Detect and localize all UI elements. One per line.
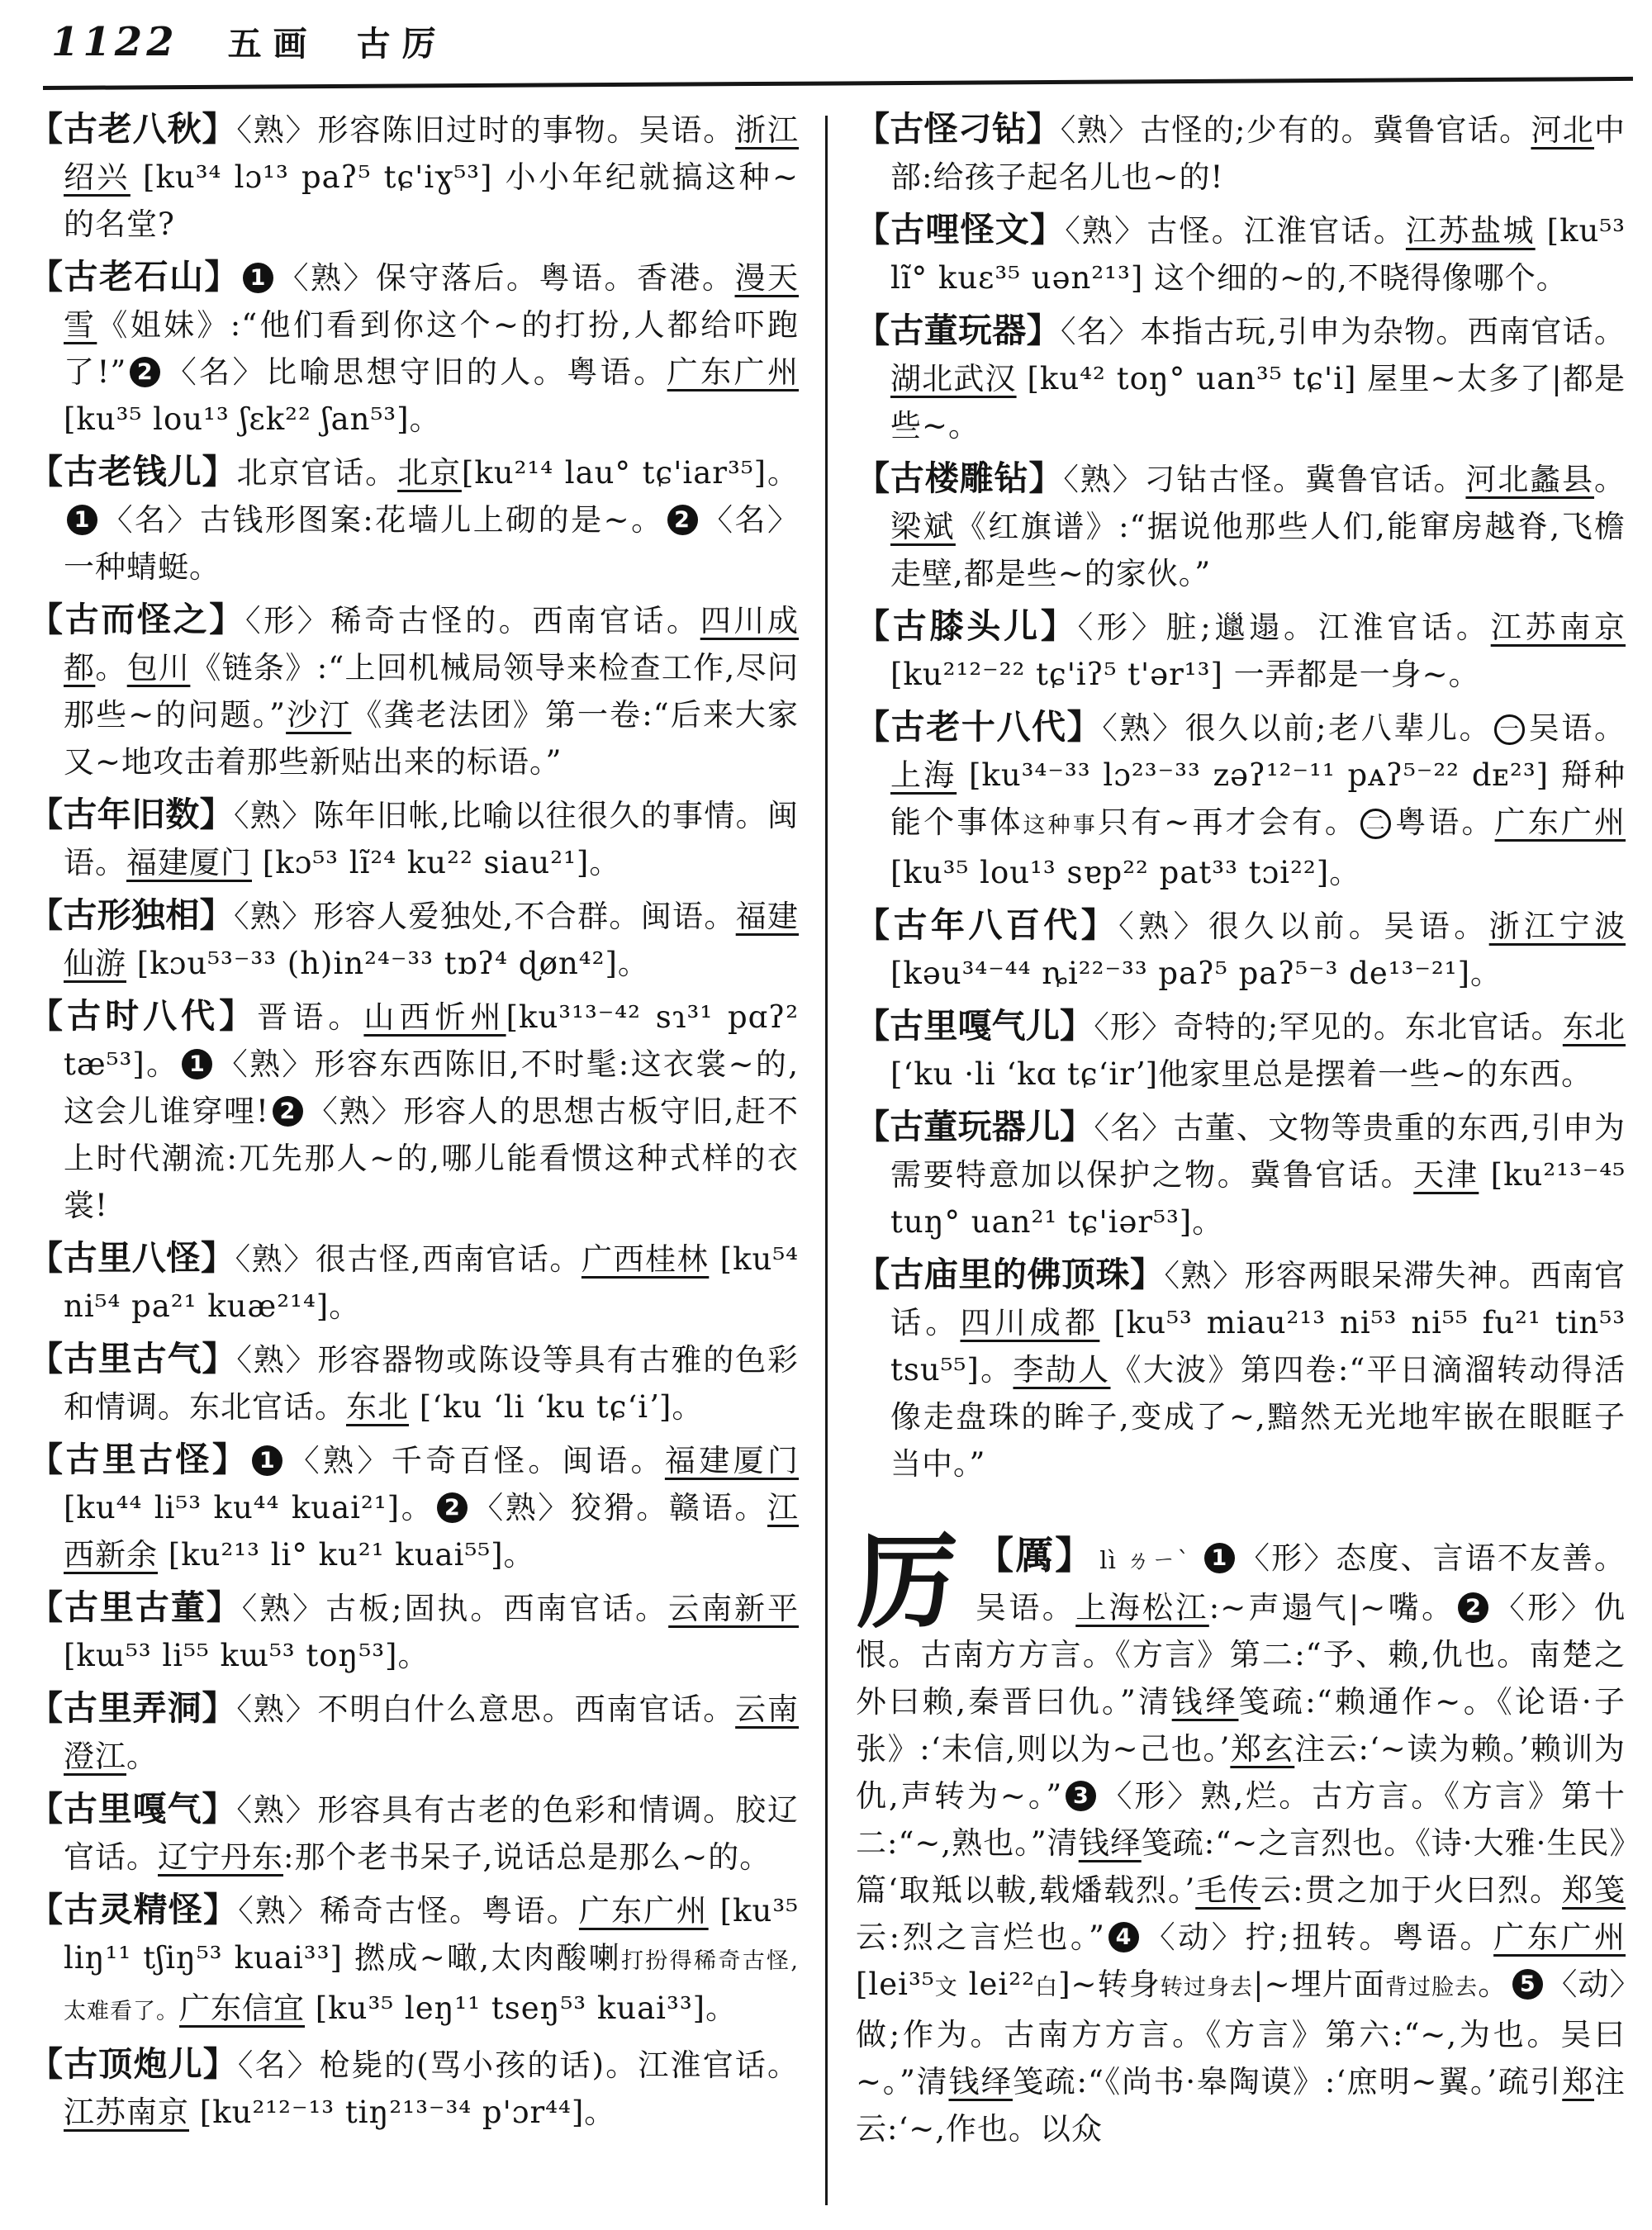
proper-name-underline: 广东广州 — [578, 1893, 709, 1929]
proper-name-underline: 郑笺 — [1562, 1872, 1626, 1908]
dict-entry: 【古里古气】〈熟〉形容器物或陈设等具有古雅的色彩和情调。东北官话。东北 [ʻku ʻli ʻku tɕʻiʼ]。 — [29, 1339, 800, 1425]
section-group — [228, 17, 448, 65]
proper-name-underline: 江西新余 — [64, 1490, 800, 1573]
page-header — [51, 17, 448, 65]
proper-name-underline: 山西忻州 — [363, 999, 506, 1035]
sense-number-badge: 2 — [273, 1096, 303, 1127]
proper-name-underline: 沙汀 — [286, 697, 352, 733]
dict-entry: 【古里嘎气】〈熟〉形容具有古老的色彩和情调。胶辽官话。辽宁丹东:那个老书呆子,说话总是那么~的。 — [29, 1789, 800, 1875]
gloss-small-text: 这种事 — [1023, 813, 1098, 838]
character-entry: 厉 【厲】 lì ㄌㄧˋ 1 〈形〉态度、言语不友善。吴语。上海松江:~声遢气|~嘴。 2 〈形〉仇恨。古南方方言。《方言》第二:“予、赖,仇也。南楚之外曰赖,秦晋曰仇。”清钱绎笺疏:“赖通作~。《论语·子张》:‘未信,则以为~己也。’郑玄注云:‘~读为赖。’赖训为仇,声转为~。” 3 〈形〉熟,烂。古方言。《方言》第十二:“~,熟也。”清钱绎笺疏:“~之言烈也。《诗·大雅·生民》篇‘取羝以軷,载燔载烈。’毛传云:贯之加于火曰烈。郑笺云:烈之言烂也。” 4 〈动〉拧;扭转。粤语。广东广州[lei³⁵文 lei²²白]~转身转过身去|~埋片面背过脸去。 5 〈动〉做;作为。古南方方言。《方言》第六:“~,为也。吴曰~。”清钱绎笺疏:“《尚书·皋陶谟》:‘庶明~翼。’疏引郑注云:‘~,作也。以众 — [856, 1523, 1626, 2147]
sense-number-badge: 2 — [1458, 1592, 1488, 1623]
dict-entry: 【古里古怪】 1 〈熟〉千奇百怪。闽语。福建厦门 [ku⁴⁴ li⁵³ ku⁴⁴ kuai²¹]。 2 〈熟〉狡猾。赣语。江西新余 [ku²¹³ li° ku²¹ kuai⁵⁵]。 — [29, 1440, 800, 1573]
proper-name-underline: 浙江宁波 — [1488, 909, 1626, 944]
proper-name-underline: 钱绎 — [1078, 1825, 1142, 1861]
proper-name-underline: 毛传 — [1195, 1872, 1261, 1908]
sense-number-badge: 2 — [130, 357, 160, 387]
proper-name-underline: 漫天雪 — [64, 260, 799, 343]
dict-entry: 【古老八秋】〈熟〉形容陈旧过时的事物。吴语。浙江绍兴 [ku³⁴ lɔ¹³ paʔ⁵ tɕ'iɣ⁵³] 小小年纪就搞这种~的名堂? — [29, 109, 800, 242]
dict-entry: 【古年旧数】〈熟〉陈年旧帐,比喻以往很久的事情。闽语。福建厦门 [kɔ⁵³ lĩ²⁴ ku²² siau²¹]。 — [29, 795, 799, 880]
proper-name-underline: 四川成都 — [960, 1305, 1100, 1340]
entry-headword: 【古怪刁钻】 — [856, 109, 1061, 149]
header-rule — [43, 77, 1633, 90]
sense-number-badge: 1 — [182, 1049, 212, 1079]
dict-entry: 【古形独相】〈熟〉形容人爱独处,不合群。闽语。福建仙游 [kɔu⁵³⁻³³ (h)in²⁴⁻³³ tɒʔ⁴ ɖøn⁴²]。 — [29, 895, 800, 981]
big-character: 厉 — [856, 1523, 960, 1643]
proper-name-underline: 福建厦门 — [664, 1443, 800, 1478]
entry-headword: 【古庙里的佛顶珠】 — [856, 1255, 1165, 1294]
page-number: 1122 — [51, 19, 178, 65]
column-divider — [825, 116, 828, 2205]
proper-name-underline: 云南澄江 — [64, 1691, 800, 1774]
gloss-small-text: 文 — [934, 1975, 958, 2000]
sense-number-badge: 3 — [1066, 1781, 1096, 1811]
proper-name-underline: 上海 — [890, 757, 957, 793]
entry-headword: 【古年八百代】 — [856, 905, 1119, 945]
entry-headword: 【古里古怪】 — [29, 1440, 249, 1479]
entry-headword: 【古里嘎气】 — [29, 1789, 237, 1829]
entry-headword: 【古里古董】 — [29, 1587, 242, 1627]
proper-name-underline: 四川成都 — [64, 603, 800, 686]
gloss-small-text: 背过脸去 — [1384, 1975, 1479, 2000]
proper-name-underline: 郑 — [1562, 2064, 1595, 2100]
dict-entry: 【古里嘎气儿】〈形〉奇特的;罕见的。东北官话。东北[ʻku ·li ʻkɑ tɕʻirʼ]他家里总是摆着一些~的东西。 — [856, 1006, 1626, 1092]
proper-name-underline: 江苏南京 — [64, 2095, 189, 2130]
proper-name-underline: 郑玄 — [1230, 1731, 1295, 1767]
proper-name-underline: 北京 — [397, 455, 462, 491]
entry-headword: 【古里古气】 — [29, 1339, 237, 1378]
proper-name-underline: 广东广州 — [667, 354, 800, 390]
pronunciation: lì ㄌㄧˋ — [1099, 1546, 1191, 1574]
dict-entry: 【古而怪之】〈形〉稀奇古怪的。西南官话。四川成都。包川《链条》:“上回机械局领导来检查工作,尽问那些~的问题。”沙汀《龚老法团》第一卷:“后来大家又~地攻击着那些新贴出来的标语。” — [29, 600, 800, 780]
dict-entry: 【古楼雕钻】〈熟〉刁钻古怪。冀鲁官话。河北蠡县。梁斌《红旗谱》:“据说他那些人们,能窜房越脊,飞檐走壁,都是些~的家伙。” — [856, 458, 1626, 591]
proper-name-underline: 广东广州 — [1493, 1919, 1626, 1955]
dict-entry: 【古里古董】〈熟〉古板;固执。西南官话。云南新平 [kɯ⁵³ li⁵⁵ kɯ⁵³ toŋ⁵³]。 — [29, 1587, 800, 1673]
sense-number-badge: 1 — [243, 263, 273, 293]
gloss-small-text: 转过身去 — [1160, 1975, 1254, 2000]
proper-name-underline: 包川 — [126, 650, 191, 686]
dict-entry: 【古膝头儿】〈形〉脏;邋遢。江淮官话。江苏南京 [ku²¹²⁻²² tɕ'iʔ⁵ t'ər¹³] 一弄都是一身~。 — [856, 606, 1626, 692]
proper-name-underline: 湖北武汉 — [890, 361, 1017, 396]
dict-entry: 【古董玩器】〈名〉本指古玩,引申为杂物。西南官话。湖北武汉 [ku⁴² toŋ° uan³⁵ tɕ'i] 屋里~太多了|都是些~。 — [856, 311, 1626, 444]
proper-name-underline: 天津 — [1413, 1157, 1479, 1193]
dict-entry: 【古董玩器儿】〈名〉古董、文物等贵重的东西,引申为需要特意加以保护之物。冀鲁官话。天津 [ku²¹³⁻⁴⁵ tuŋ° uan²¹ tɕ'iər⁵³]。 — [856, 1107, 1626, 1240]
proper-name-underline: 上海松江 — [1075, 1590, 1209, 1625]
entry-headword: 【古灵精怪】 — [29, 1890, 239, 1929]
dict-entry: 【古怪刁钻】〈熟〉古怪的;少有的。冀鲁官话。河北中部:给孩子起名儿也~的! — [856, 109, 1626, 195]
gloss-small-text: 白 — [1034, 1975, 1059, 2000]
dict-entry: 【古时八代】晋语。山西忻州[ku³¹³⁻⁴² sɿ³¹ pɑʔ² tæ⁵³]。 1 〈熟〉形容东西陈旧,不时髦:这衣裳~的,这会儿谁穿哩! 2 〈熟〉形容人的思想古板守旧,赶不上时代潮流:兀先那人~的,哪儿能看惯这种式样的衣裳! — [29, 996, 800, 1223]
right-column — [856, 106, 1626, 2158]
entry-headword: 【古老钱儿】 — [29, 452, 237, 491]
proper-name-underline: 钱绎 — [948, 2064, 1013, 2100]
circled-two-badge: 二 — [1360, 809, 1391, 839]
entry-headword: 【古老八秋】 — [29, 109, 237, 149]
character-range-label: 古厉 — [356, 24, 448, 64]
entry-headword: 【古顶炮儿】 — [29, 2044, 238, 2084]
dict-entry: 【古顶炮儿】〈名〉枪毙的(骂小孩的话)。江淮官话。江苏南京 [ku²¹²⁻¹³ tiŋ²¹³⁻³⁴ p'ɔr⁴⁴]。 — [29, 2044, 799, 2130]
entry-headword: 【古老石山】 — [29, 257, 240, 297]
sense-number-badge: 5 — [1512, 1969, 1543, 2000]
entry-headword: 【古董玩器儿】 — [856, 1107, 1094, 1146]
proper-name-underline: 广东广州 — [1494, 804, 1626, 840]
proper-name-underline: 江苏南京 — [1490, 610, 1626, 645]
proper-name-underline: 广西桂林 — [581, 1241, 710, 1277]
proper-name-underline: 福建厦门 — [126, 845, 252, 880]
entry-headword: 【古里八怪】 — [29, 1238, 235, 1278]
dict-entry: 【古里八怪】〈熟〉很古怪,西南官话。广西桂林 [ku⁵⁴ ni⁵⁴ pa²¹ kuæ²¹⁴]。 — [29, 1238, 800, 1324]
entry-headword: 【古哩怪文】 — [856, 210, 1066, 249]
proper-name-underline: 东北 — [346, 1389, 409, 1425]
stroke-section-label: 五画 — [227, 24, 319, 64]
sense-number-badge: 2 — [667, 505, 698, 535]
dict-entry: 【古老石山】 1 〈熟〉保守落后。粤语。香港。漫天雪《姐妹》:“他们看到你这个~的打扮,人都给吓跑了!” 2 〈名〉比喻思想守旧的人。粤语。广东广州 [ku³⁵ lou¹³ ʃɛk²² ʃan⁵³]。 — [29, 257, 800, 437]
proper-name-underline: 浙江绍兴 — [64, 112, 800, 195]
entry-headword: 【古老十八代】 — [856, 707, 1103, 747]
gloss-small-text: 打扮得稀奇古怪,太难看了。 — [64, 1948, 799, 2024]
entry-headword: 【古形独相】 — [29, 895, 234, 935]
dict-entry: 【古里弄洞】〈熟〉不明白什么意思。西南官话。云南澄江。 — [29, 1688, 800, 1774]
dict-entry: 【古哩怪文】〈熟〉古怪。江淮官话。江苏盐城 [ku⁵³ lĩ° kuɛ³⁵ uən²¹³] 这个细的~的,不晓得像哪个。 — [856, 210, 1626, 296]
proper-name-underline: 江苏盐城 — [1405, 213, 1536, 249]
sense-number-badge: 1 — [67, 505, 97, 535]
proper-name-underline: 辽宁丹东 — [158, 1839, 283, 1875]
proper-name-underline: 河北 — [1531, 112, 1595, 148]
dict-entry: 【古老十八代】〈熟〉很久以前;老八辈儿。 一 吴语。上海 [ku³⁴⁻³³ lɔ²³⁻³³ zəʔ¹²⁻¹¹ pᴀʔ⁵⁻²² dᴇ²³] 搿种能个事体这种事只有~再才会有。 二 粤语。广东广州 [ku³⁵ lou¹³ sɐp²² pat³³ tɔi²²]。 — [856, 707, 1626, 890]
sense-number-badge: 4 — [1108, 1922, 1139, 1952]
dict-entry: 【古灵精怪】〈熟〉稀奇古怪。粤语。广东广州 [ku³⁵ liŋ¹¹ tʃiŋ⁵³ kuai³³] 撚成~噉,太肉酸喇打扮得稀奇古怪,太难看了。广东信宜 [ku³⁵ leŋ¹¹ tseŋ⁵³ kuai³³]。 — [29, 1890, 799, 2026]
proper-name-underline: 福建仙游 — [64, 899, 800, 981]
entry-headword: 【古楼雕钻】 — [856, 458, 1064, 498]
proper-name-underline: 钱绎 — [1171, 1684, 1239, 1720]
proper-name-underline: 东北 — [1562, 1009, 1626, 1045]
dict-entry: 【古老钱儿】北京官话。北京[ku²¹⁴ lau° tɕ'iar³⁵]。1 〈名〉古钱形图案:花墙儿上砌的是~。 2 〈名〉一种蜻蜓。 — [29, 452, 800, 585]
proper-name-underline: 梁斌 — [890, 509, 956, 544]
sense-number-badge: 1 — [1204, 1543, 1235, 1573]
dict-entry: 【古庙里的佛顶珠】〈熟〉形容两眼呆滞失神。西南官话。四川成都 [ku⁵³ miau²¹³ ni⁵³ ni⁵⁵ fu²¹ tin⁵³ tsu⁵⁵]。李劼人《大波》第四卷:“平日滴溜转动得活像走盘珠的眸子,变成了~,黯然无光地牢嵌在眼眶子当中。” — [856, 1255, 1626, 1482]
proper-name-underline: 广东信宜 — [179, 1990, 305, 2026]
proper-name-underline: 河北蠡县 — [1465, 462, 1595, 497]
entry-headword: 【古年旧数】 — [29, 795, 234, 834]
proper-name-underline: 云南新平 — [668, 1591, 800, 1626]
circled-one-badge: 一 — [1494, 714, 1525, 745]
entry-headword: 【古里弄洞】 — [29, 1688, 237, 1728]
left-column — [29, 106, 799, 2142]
dict-entry: 【古年八百代】〈熟〉很久以前。吴语。浙江宁波 [kəu³⁴⁻⁴⁴ ȵi²²⁻³³ paʔ⁵ paʔ⁵⁻³ de¹³⁻²¹]。 — [856, 905, 1626, 991]
entry-headword: 【古董玩器】 — [856, 311, 1061, 350]
entry-headword: 【古膝头儿】 — [856, 606, 1078, 646]
sense-number-badge: 2 — [437, 1492, 468, 1523]
entry-headword: 【古时八代】 — [29, 996, 258, 1036]
traditional-form: 【厲】 — [976, 1533, 1095, 1578]
proper-name-underline: 李劼人 — [1013, 1352, 1111, 1388]
entry-headword: 【古而怪之】 — [29, 600, 245, 639]
sense-number-badge: 1 — [252, 1445, 282, 1476]
entry-headword: 【古里嘎气儿】 — [856, 1006, 1094, 1046]
